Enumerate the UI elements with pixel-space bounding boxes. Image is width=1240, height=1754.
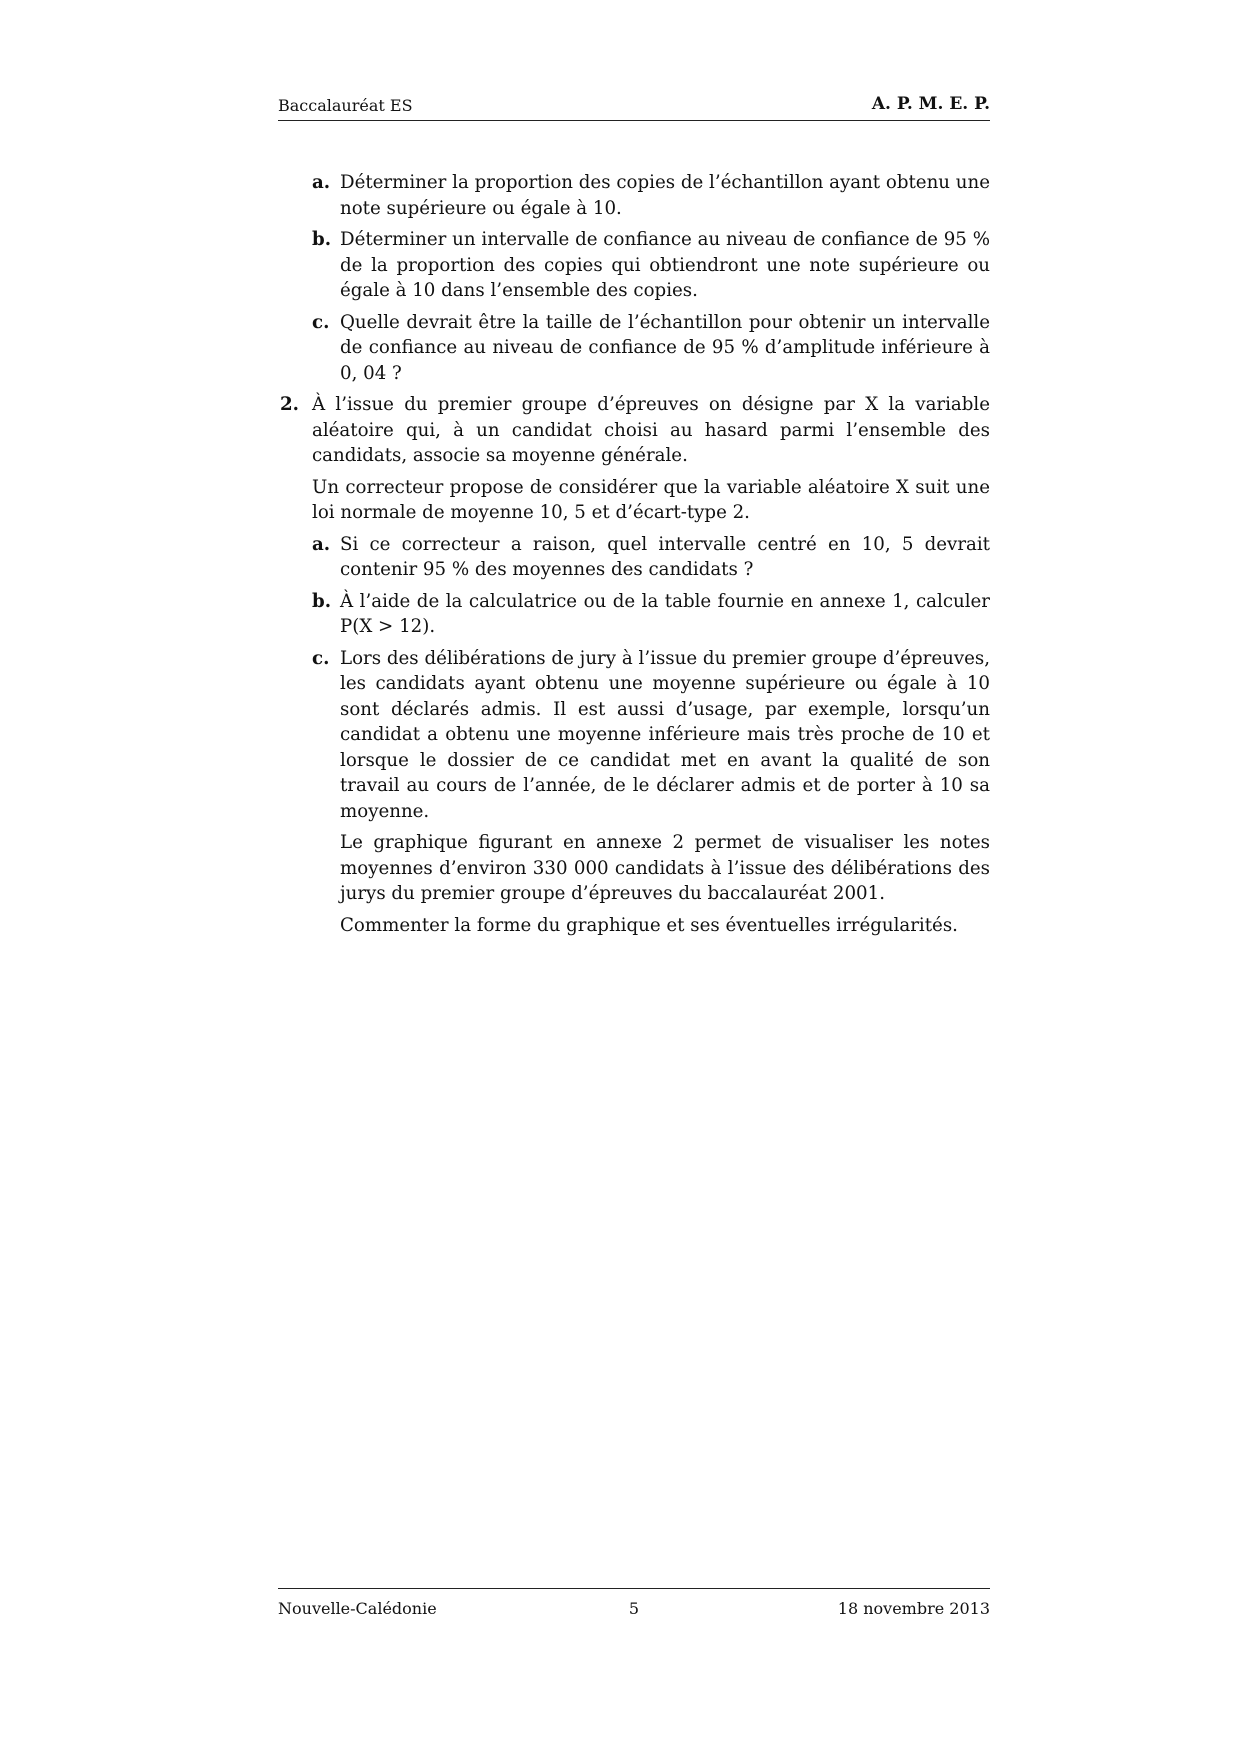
q2-c-para2: Commenter la forme du graphique et ses éventuelles irrégularités. <box>340 914 958 936</box>
q2-sub-a-mark: a. <box>312 533 331 555</box>
q2-sub-b-mark: b. <box>312 590 332 612</box>
footer-date: 18 novembre 2013 <box>837 1599 990 1618</box>
q2-sub-a-text: Si ce correcteur a raison, quel intervalle centré en 10, 5 devrait contenir 95 % des moyennes des candidats ? <box>340 533 990 580</box>
q1-sub-b <box>312 227 990 304</box>
q2-c-para1: Le graphique figurant en annexe 2 permet de visualiser les notes moyennes d’environ 330 000 candidats à l’issue des délibérations des jurys du premier groupe d’épreuves du baccalauréat 2001. <box>340 832 990 904</box>
header-right: A. P. M. E. P. <box>871 94 990 114</box>
q2-intro-text: À l’issue du premier groupe d’épreuves on désigne par X la variable aléatoire qui, à un candidat choisi au hasard parmi l’ensemble des candidats, associe sa moyenne générale. <box>312 394 990 466</box>
q2-sub-b <box>312 589 990 640</box>
page-body <box>280 170 990 944</box>
q2-para: Un correcteur propose de considérer que la variable aléatoire X suit une loi normale de moyenne 10, 5 et d’écart-type 2. <box>312 476 990 523</box>
q2-intro <box>280 392 990 469</box>
page-number: 5 <box>628 1599 640 1618</box>
q2-sub-c <box>312 646 990 825</box>
page-footer <box>278 1588 990 1623</box>
header-left: Baccalauréat ES <box>278 96 413 115</box>
q1-sub-c <box>312 310 990 387</box>
q1-sub-a <box>312 170 990 221</box>
q1-sub-a-mark: a. <box>312 172 331 193</box>
q2-sub-a <box>312 532 990 583</box>
q1-sub-a-text: Déterminer la proportion des copies de l’échantillon ayant obtenu une note supérieure ou égale à 10. <box>340 172 990 219</box>
q2-mark: 2. <box>280 394 299 415</box>
footer-left: Nouvelle-Calédonie <box>278 1599 437 1618</box>
q2-sub-b-text: À l’aide de la calculatrice ou de la table fournie en annexe 1, calculer P(X > 12). <box>340 590 990 637</box>
q1-sub-b-text: Déterminer un intervalle de confiance au niveau de confiance de 95 % de la proportion des copies qui obtiendront une note supérieure ou égale à 10 dans l’ensemble des copies. <box>340 229 990 301</box>
q1-sub-c-text: Quelle devrait être la taille de l’échantillon pour obtenir un intervalle de confiance au niveau de confiance de 95 % d’amplitude inférieure à 0, 04 ? <box>340 311 990 384</box>
q1-sub-b-mark: b. <box>312 229 332 250</box>
page-header <box>278 94 990 121</box>
q2-sub-c-mark: c. <box>312 647 330 669</box>
q1-sub-c-mark: c. <box>312 311 330 333</box>
q2-sub-c-text: Lors des délibérations de jury à l’issue du premier groupe d’épreuves, les candidats ayant obtenu une moyenne supérieure ou égale à 10 sont déclarés admis. Il est aussi d’usage, par exemple, lorsqu’un candidat a obtenu une moyenne inférieure mais très proche de 10 et lorsque le dossier de ce candidat met en avant la qualité de son travail au cours de l’année, de le déclarer admis et de porter à 10 sa moyenne. <box>340 647 990 822</box>
